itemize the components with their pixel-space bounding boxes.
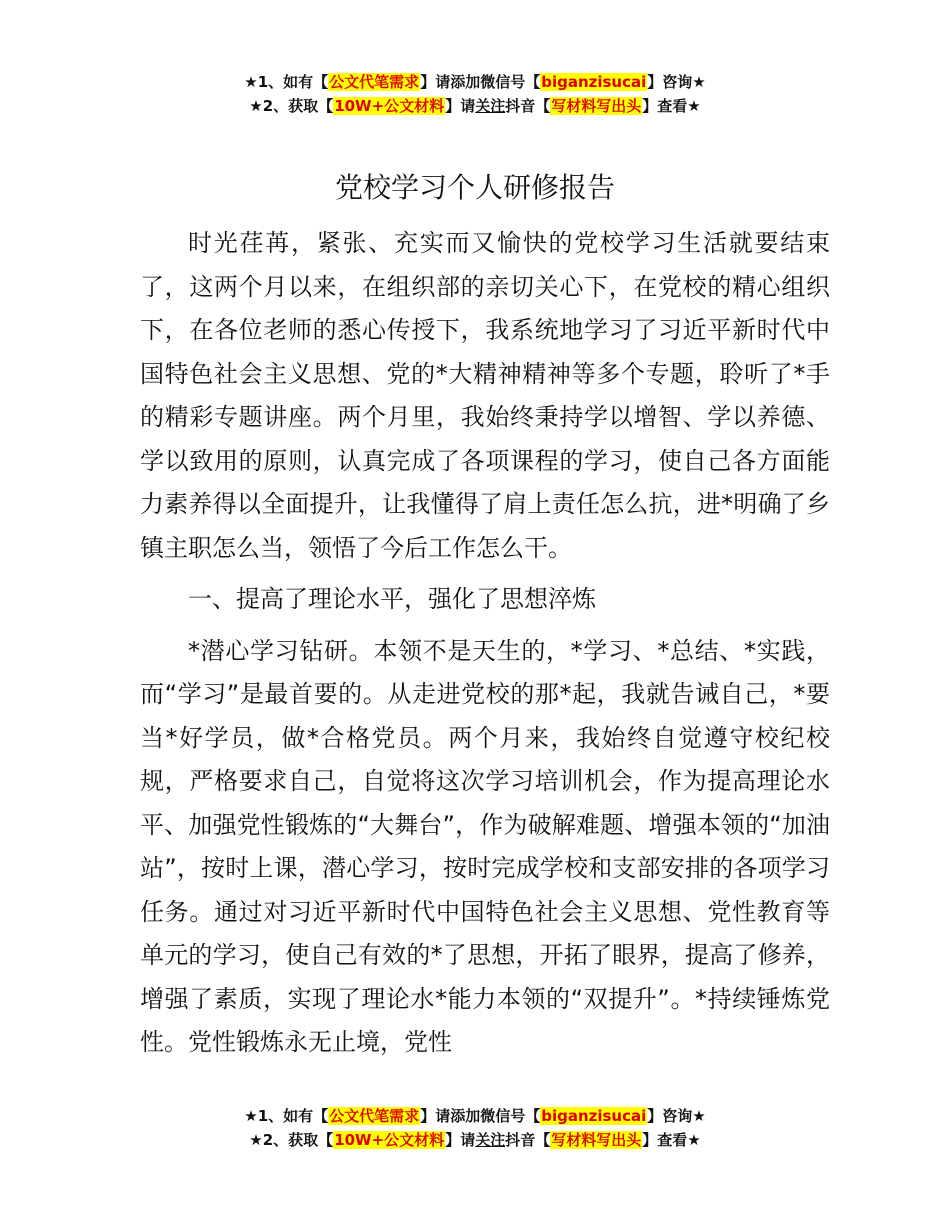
banner-text: 】请 xyxy=(445,1131,476,1149)
footer-banner xyxy=(0,1104,950,1152)
highlight-douyin: 写材料写出头 xyxy=(551,1131,642,1149)
banner-text: 】查看★ xyxy=(642,97,701,115)
banner-text: 】请添加微信号【 xyxy=(420,1107,541,1125)
highlight-service: 公文代笔需求 xyxy=(329,1107,420,1125)
banner-line-2 xyxy=(0,94,950,118)
banner-text: 抖音【 xyxy=(505,97,551,115)
highlight-service: 公文代笔需求 xyxy=(329,73,420,91)
highlight-wechat-id: biganzisucai xyxy=(541,73,647,91)
paragraph-study: *潜心学习钻研。本领不是天生的，*学习、*总结、*实践，而“学习”是最首要的。从走进党校的那*起，我就告诫自己，*要当*好学员，做*合格党员。两个月来，我始终自觉遵守校纪校规，严格要求自己，自觉将这次学习培训机会，作为提高理论水平、加强党性锻炼的“大舞台”，作为破解难题、增强本领的“加油站”，按时上课，潜心学习，按时完成学校和支部安排的各项学习任务。通过对习近平新时代中国特色社会主义思想、党性教育等单元的学习，使自己有效的*了思想，开拓了眼界，提高了修养，增强了素质，实现了理论水*能力本领的“双提升”。*持续锤炼党性。党性锻炼永无止境，党性 xyxy=(140,636,830,1056)
banner-text: 抖音【 xyxy=(505,1131,551,1149)
banner-line-2 xyxy=(0,1128,950,1152)
underlined-follow: 关注 xyxy=(475,1131,506,1149)
document-title: 党校学习个人研修报告 xyxy=(334,171,615,204)
highlight-douyin: 写材料写出头 xyxy=(551,97,642,115)
section-heading-1: 一、提高了理论水平，强化了思想淬炼 xyxy=(188,585,596,613)
banner-line-1 xyxy=(0,1104,950,1128)
banner-text: 】咨询★ xyxy=(647,1107,706,1125)
banner-text: 】咨询★ xyxy=(647,73,706,91)
document-body xyxy=(140,222,830,1065)
highlight-materials: 10W+公文材料 xyxy=(334,1131,445,1149)
banner-text: ★1、如有【 xyxy=(244,1107,329,1125)
banner-text: ★1、如有【 xyxy=(244,73,329,91)
banner-text: ★2、获取【 xyxy=(249,1131,334,1149)
highlight-materials: 10W+公文材料 xyxy=(334,97,445,115)
banner-line-1 xyxy=(0,70,950,94)
underlined-follow: 关注 xyxy=(475,97,506,115)
paragraph-intro: 时光荏苒，紧张、充实而又愉快的党校学习生活就要结束了，这两个月以来，在组织部的亲切关心下，在党校的精心组织下，在各位老师的悉心传授下，我系统地学习了习近平新时代中国特色社会主义思想、党的*大精神精神等多个专题，聆听了*手的精彩专题讲座。两个月里，我始终秉持学以增智、学以养德、学以致用的原则，认真完成了各项课程的学习，使自己各方面能力素养得以全面提升，让我懂得了肩上责任怎么抗，进*明确了乡镇主职怎么当，领悟了今后工作怎么干。 xyxy=(140,229,830,562)
banner-text: ★2、获取【 xyxy=(249,97,334,115)
banner-text: 】查看★ xyxy=(642,1131,701,1149)
banner-text: 】请 xyxy=(445,97,476,115)
header-banner xyxy=(0,70,950,118)
highlight-wechat-id: biganzisucai xyxy=(541,1107,647,1125)
banner-text: 】请添加微信号【 xyxy=(420,73,541,91)
